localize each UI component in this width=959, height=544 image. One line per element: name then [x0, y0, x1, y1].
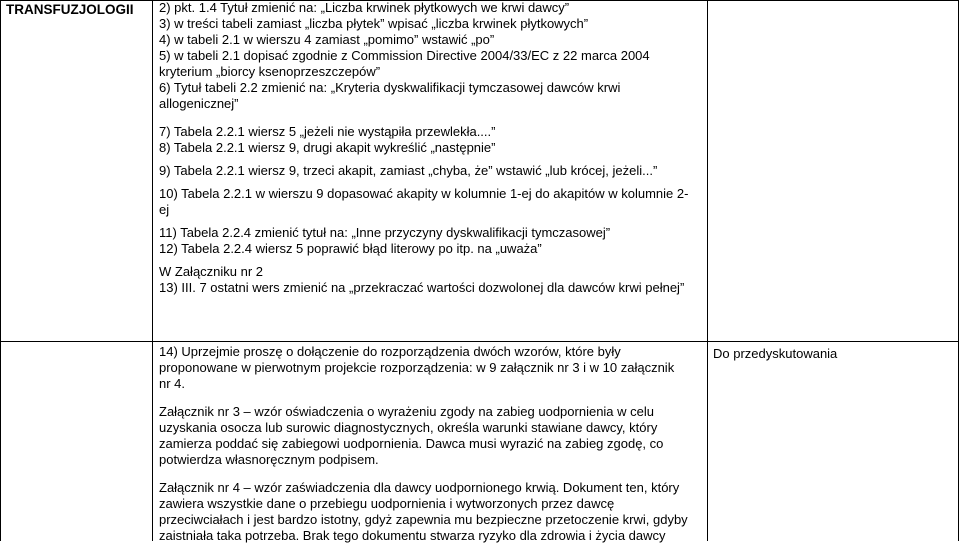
- column-divider-2: [707, 0, 708, 541]
- paragraph-line: zamierza poddać się zabiegowi uodpornienia. Dawca musi wyrazić na zabieg zgodę, co: [159, 436, 664, 451]
- amendment-item: allogenicznej”: [159, 96, 239, 111]
- annex-4-paragraph: [159, 480, 707, 544]
- paragraph-line: Załącznik nr 3 – wzór oświadczenia o wyrażeniu zgody na zabieg uodpornienia w celu: [159, 404, 654, 419]
- paragraph-line: potwierdza własnoręcznym podpisem.: [159, 452, 379, 467]
- amendment-item: 10) Tabela 2.2.1 w wierszu 9 dopasować akapity w kolumnie 1-ej do akapitów w kolumnie 2-: [159, 186, 689, 201]
- amendment-item: 3) w treści tabeli zamiast „liczba płytek” wpisać „liczba krwinek płytkowych”: [159, 16, 589, 31]
- table-border-left: [0, 0, 1, 541]
- amendment-subheading: W Załączniku nr 2: [159, 264, 264, 279]
- request-text: [159, 344, 707, 544]
- amendment-item: 9) Tabela 2.2.1 wiersz 9, trzeci akapit, zamiast „chyba, że” wstawić „lub krócej, jeżeli...”: [159, 163, 658, 178]
- amendment-item: 12) Tabela 2.2.4 wiersz 5 poprawić błąd literowy po itp. na „uważa”: [159, 241, 542, 256]
- paragraph-line: proponowane w pierwotnym projekcie rozporządzenia: w 9 załącznik nr 3 i w 10 załącznik: [159, 360, 675, 375]
- amendment-item: 13) III. 7 ostatni wers zmienić na „przekraczać wartości dozwolonej dla dawców krwi pełnej”: [159, 280, 685, 295]
- amendment-item: 5) w tabeli 2.1 dopisać zgodnie z Commission Directive 2004/33/EC z 22 marca 2004: [159, 48, 650, 63]
- column-divider-1: [152, 0, 153, 541]
- request-paragraph: [159, 344, 707, 392]
- remark-cell: [713, 346, 953, 362]
- paragraph-line: Załącznik nr 4 – wzór zaświadczenia dla dawcy uodpornionego krwią. Dokument ten, który: [159, 480, 680, 495]
- amendment-item: 4) w tabeli 2.1 w wierszu 4 zamiast „pomimo” wstawić „po”: [159, 32, 495, 47]
- section-label-text: TRANSFUZJOLOGII: [6, 2, 134, 17]
- paragraph-line: uzyskania osocza lub surowic diagnostycznych, określa warunki stawiane dawcy, który: [159, 420, 658, 435]
- paragraph-line: przeciwciałach i jest bardzo istotny, gdyż zapewnia mu bezpieczne przetoczenie krwi, gdyby: [159, 512, 688, 527]
- amendment-item: kryterium „biorcy ksenoprzeszczepów”: [159, 64, 381, 79]
- amendment-item: 7) Tabela 2.2.1 wiersz 5 „jeżeli nie wystąpiła przewlekła....”: [159, 124, 496, 139]
- paragraph-line: nr 4.: [159, 376, 186, 391]
- paragraph-line: 14) Uprzejmie proszę o dołączenie do rozporządzenia dwóch wzorów, które były: [159, 344, 621, 359]
- paragraph-line: zaistniała taka potrzeba. Brak tego dokumentu stwarza ryzyko dla zdrowia i życia dawcy: [159, 528, 666, 543]
- row-divider-1: [0, 341, 959, 342]
- amendment-item: 8) Tabela 2.2.1 wiersz 9, drugi akapit wykreślić „następnie”: [159, 140, 496, 155]
- paragraph-line: zawiera wszystkie dane o przebiegu uodpornienia i wytworzonych przez dawcę: [159, 496, 615, 511]
- remark-text: Do przedyskutowania: [713, 346, 838, 361]
- amendments-list: [159, 0, 707, 296]
- section-label: [6, 2, 146, 18]
- amendment-item: 6) Tytuł tabeli 2.2 zmienić na: „Kryteria dyskwalifikacji tymczasowej dawców krwi: [159, 80, 621, 95]
- amendment-item: 11) Tabela 2.2.4 zmienić tytuł na: „Inne przyczyny dyskwalifikacji tymczasowej”: [159, 225, 611, 240]
- amendment-item: 2) pkt. 1.4 Tytuł zmienić na: „Liczba krwinek płytkowych we krwi dawcy”: [159, 0, 570, 15]
- amendment-item: ej: [159, 202, 170, 217]
- annex-3-paragraph: [159, 404, 707, 468]
